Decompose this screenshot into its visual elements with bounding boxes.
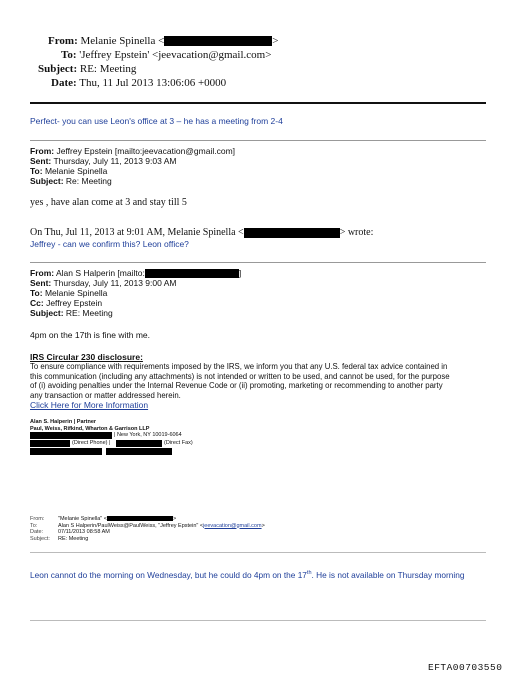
divider — [30, 140, 486, 141]
msg2-sent-value: Thursday, July 11, 2013 9:03 AM — [53, 156, 177, 166]
redaction — [106, 448, 172, 455]
irs-line: this communication (including any attachments) is not intended or written to be used, and cannot be used, for the purpose — [30, 371, 450, 381]
signature-address: | New York, NY 10019-6064 — [114, 432, 182, 438]
small-to-label: To: — [30, 522, 38, 529]
redaction — [30, 432, 112, 439]
msg2-to-value: Melanie Spinella — [44, 166, 108, 176]
msg3-subject-label: Subject: — [30, 308, 64, 319]
irs-line: any transaction or matter addressed herein. — [30, 390, 181, 400]
redaction — [145, 268, 242, 278]
msg2-from-label: From: — [30, 146, 55, 156]
msg3-cc-value: Jeffrey Epstein — [46, 298, 103, 309]
msg3-from-tail: ] — [238, 268, 242, 278]
msg2-body: yes , have alan come at 3 and stay till 5 — [30, 197, 187, 208]
msg3-from-label: From: — [30, 268, 55, 278]
small-to-tail: > — [261, 522, 265, 529]
msg3-body: 4pm on the 17th is fine with me. — [30, 330, 151, 340]
top-from-value: Melanie Spinella < — [80, 35, 165, 47]
redaction — [164, 36, 272, 46]
msg2-subject-label: Subject: — [30, 176, 64, 186]
divider — [30, 552, 486, 553]
top-to-row — [30, 48, 279, 62]
msg3-header — [30, 268, 241, 318]
signature-direct-phone: (Direct Phone) | — [72, 440, 111, 446]
top-subject-row — [30, 62, 279, 76]
top-to-value: 'Jeffrey Epstein' <jeevacation@gmail.com> — [79, 49, 272, 61]
small-from-value: "Melanie Spinella" < — [58, 516, 108, 522]
irs-line: To ensure compliance with requirements imposed by the IRS, we inform you that any U.S. federal tax advice contained in — [30, 362, 448, 371]
msg2-to-label: To: — [30, 166, 43, 176]
signature-direct-fax: (Direct Fax) — [164, 440, 193, 446]
final-before: Leon cannot do the morning on Wednesday, but he could do 4pm on the 17 — [30, 570, 307, 580]
small-subject-value: RE: Meeting — [58, 535, 89, 542]
top-date-row — [30, 76, 279, 90]
top-subject-value: RE: Meeting — [79, 63, 137, 75]
msg3-to-label: To: — [30, 288, 43, 299]
signature — [30, 419, 149, 432]
msg2-from-value: Jeffrey Epstein [mailto:jeevacation@gmail.com] — [56, 146, 236, 156]
quote-body: Jeffrey - can we confirm this? Leon office? — [30, 239, 189, 249]
reply-perfect: Perfect- you can use Leon's office at 3 – he has a meeting from 2-4 — [30, 116, 283, 126]
document-id: EFTA00703550 — [428, 662, 503, 673]
quote-line — [30, 227, 373, 238]
more-info-link[interactable]: Click Here for More Information — [30, 400, 149, 410]
top-date-value: Thu, 11 Jul 2013 13:06:06 +0000 — [79, 77, 227, 89]
msg3-sent-value: Thursday, July 11, 2013 9:00 AM — [53, 278, 177, 289]
top-header — [30, 34, 279, 90]
top-from-row — [30, 34, 279, 48]
irs-line: of (i) avoiding penalties under the Internal Revenue Code or (ii) promoting, marketing or recommending to another party — [30, 381, 443, 390]
top-from-label: From: — [48, 35, 78, 47]
redaction — [30, 440, 70, 447]
redaction — [30, 448, 102, 455]
small-date-label: Date: — [30, 529, 44, 535]
msg3-to-value: Melanie Spinella — [44, 288, 108, 299]
quote-prefix: On Thu, Jul 11, 2013 at 9:01 AM, Melanie Spinella < — [30, 227, 244, 238]
top-date-label: Date: — [51, 77, 77, 89]
msg3-sent-label: Sent: — [30, 278, 52, 289]
msg3-cc-label: Cc: — [30, 298, 44, 309]
small-subject-label: Subject: — [30, 535, 50, 542]
msg3-subject-value: RE: Meeting — [65, 308, 113, 319]
header-divider — [30, 102, 486, 104]
signature-name: Alan S. Halperin | Partner — [30, 419, 97, 425]
small-to-link[interactable]: jeevacation@gmail.com — [203, 522, 262, 529]
final-after: . He is not available on Thursday morning — [311, 570, 465, 580]
small-date-value: 07/11/2013 08:58 AM — [58, 529, 110, 535]
signature-firm: Paul, Weiss, Rifkind, Wharton & Garrison LLP — [30, 425, 150, 432]
quote-suffix: > wrote: — [339, 227, 374, 238]
top-subject-label: Subject: — [38, 63, 78, 75]
top-to-label: To: — [61, 49, 77, 61]
redaction — [244, 228, 340, 238]
small-from-tail: > — [173, 516, 177, 522]
msg3-from-value: Alan S Halperin [mailto: — [56, 268, 145, 278]
msg2-subject-value: Re: Meeting — [65, 176, 112, 186]
msg2-header — [30, 146, 235, 186]
msg2-sent-label: Sent: — [30, 156, 52, 166]
small-from-label: From: — [30, 516, 45, 522]
top-from-tail: > — [272, 35, 279, 47]
small-header — [30, 516, 265, 542]
small-to-value: Alan S Halperin/PaulWeiss@PaulWeiss, "Jeffrey Epstein" < — [58, 522, 204, 529]
divider — [30, 620, 486, 621]
divider — [30, 262, 486, 263]
irs-body — [30, 362, 450, 400]
final-message — [30, 570, 464, 580]
redaction — [107, 516, 173, 521]
final-sup: th — [306, 570, 312, 577]
irs-heading: IRS Circular 230 disclosure: — [30, 352, 143, 362]
redaction — [116, 440, 162, 447]
